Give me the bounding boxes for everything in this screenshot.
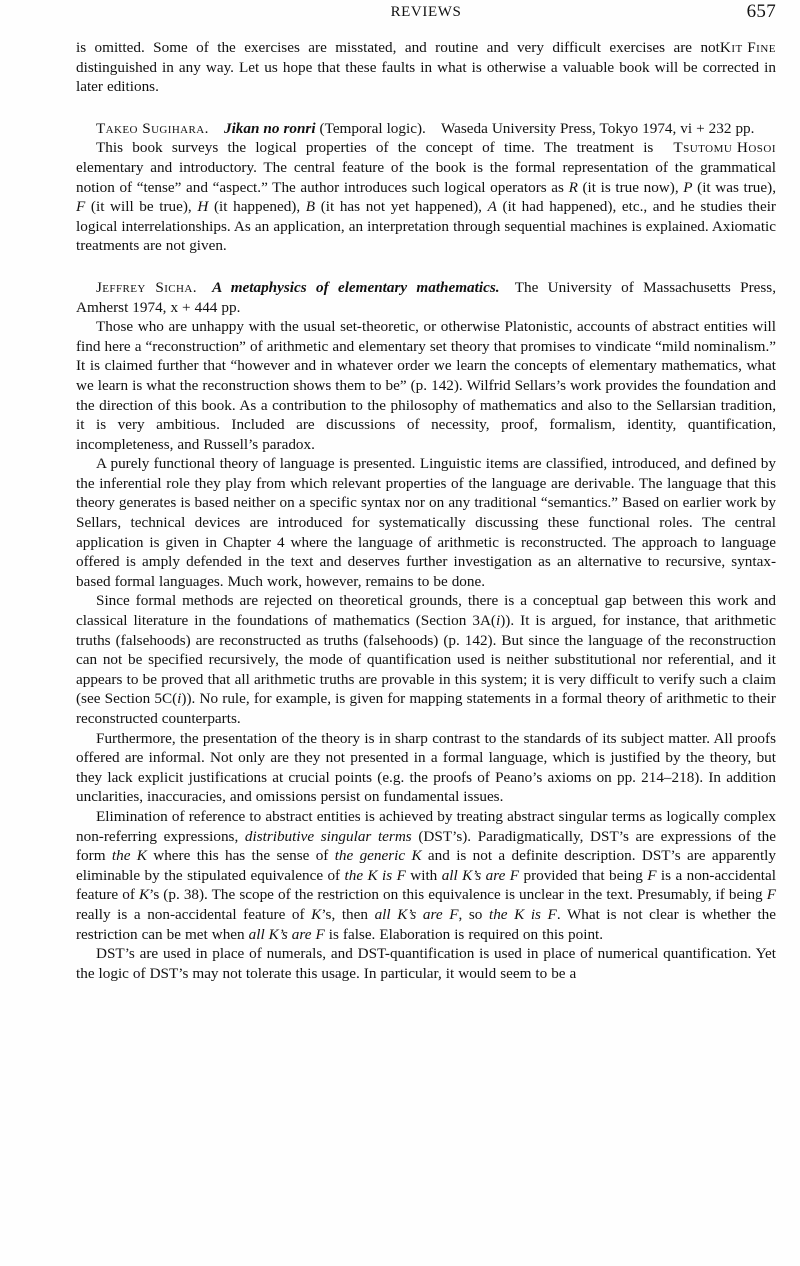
review-body-paragraph: Those who are unhappy with the usual set-theoretic, or otherwise Platonistic, accounts of abstract entities will find here a “reconstruction” of arithmetic and elementary set theory that promises to vindicate “mild nominalism.” It is claimed further that “however and in whatever order we learn the concepts of elementary mathematics, what we learn is what the reconstruction shows them to be” (p. 142). Wilfrid Sellars’s work provides the foundation and the direction of this book. As a contribution to the philosophy of mathematics and also to the Sellarsian tradition, it is very ambitious. Included are discussions of necessity, proof, formalism, identity, quantification, incompleteness, and Russell’s paradox. — [76, 318, 776, 453]
review-body-paragraph: Tsutomu Hosoi This book surveys the logical properties of the concept of time. The treatment is elementary and introductory. The central feature of the book is the formal representation of the grammatical notion of “tense” and “aspect.” The author introduces such logical operators as R (it is true now), P (it was true), F (it will be true), H (it happened), B (it has not yet happened), A (it had happened), etc., and he studies their logical interrelationships. As an application, an interpretation through sequential machines is explained. Axiomatic treatments are not given. — [76, 139, 776, 255]
emphasised-term: all K’s are F — [441, 866, 520, 884]
emphasised-term: F — [76, 198, 86, 216]
review-publication-info: Waseda University Press, Tokyo 1974, vi + 232 pp. — [441, 119, 755, 137]
review-book-title: Jikan no ronri — [223, 119, 316, 137]
emphasised-term: the K — [111, 847, 147, 865]
emphasised-term: F — [766, 886, 777, 904]
emphasised-term: all K’s are F — [374, 905, 459, 923]
page-number: 657 — [746, 1, 776, 22]
emphasised-term: R — [568, 178, 578, 196]
review-publication-info: The University of Massachusetts Press, Amherst 1974, x + 444 pp. — [76, 278, 776, 316]
emphasised-term: K — [311, 905, 322, 923]
review-heading — [76, 278, 776, 317]
review-author: Jeffrey Sicha. — [96, 278, 197, 296]
emphasised-term: the generic K — [334, 847, 422, 865]
running-head — [76, 1, 776, 26]
emphasised-term: the K is F — [344, 866, 406, 884]
review-body-paragraph: A purely functional theory of language is presented. Linguistic items are classified, introduced, and defined by the inferential role they play from which relevant properties of the language are derivable. The language that this theory generates is based neither on a specific syntax nor on any traditional “semantics.” Based on earlier work by Sellars, technical devices are introduced for systematically discussing these functional roles. The central application is given in Chapter 4 where the language of arithmetic is reconstructed. The approach to language offered is amply defended in the text and deserves further investigation as an alternative to recursive, syntax-based formal languages. Much work, however, remains to be done. — [76, 455, 776, 590]
emphasised-term: P — [683, 178, 693, 196]
emphasised-term: distributive singular terms — [244, 827, 412, 845]
emphasised-term: H — [197, 198, 209, 216]
review-body-paragraph: DST’s are used in place of numerals, and DST-quantification is used in place of numerical quantification. Yet the logic of DST’s may not tolerate this usage. In particular, it would seem to be a — [76, 945, 776, 982]
emphasised-term: B — [305, 198, 316, 216]
emphasised-term: A — [487, 198, 497, 216]
entry-spacer — [76, 97, 776, 119]
review-author: Takeo Sugihara. — [96, 119, 209, 137]
review-title-gloss: (Temporal logic). — [319, 119, 426, 137]
emphasised-term: the K is F — [488, 905, 557, 923]
emphasised-term: K — [138, 886, 150, 904]
review-body-paragraph: Since formal methods are rejected on theoretical grounds, there is a conceptual gap between this work and classical literature in the foundations of mathematics (Section 3A(i)). It is argued, for instance, that arithmetic truths (falsehoods) are reconstructed as truths (falsehoods) (p. 142). But since the language of the reconstruction can not be specified recursively, the mode of quantification used is neither substitutional nor referential, and it appears to be proved that all arithmetic truths are provable in this system; it is very difficult to verify such a claim (see Section 5C(i)). No rule, for example, is given for mapping statements in a formal theory of arithmetic to their reconstructed counterparts. — [76, 592, 776, 727]
emphasised-term: F — [647, 866, 657, 884]
text-column — [76, 38, 776, 983]
review-body-paragraph: Kit Fine is omitted. Some of the exercises are misstated, and routine and very difficult exercises are not distinguished in any way. Let us hope that these faults in what is otherwise a valuable book will be corrected in later editions. — [76, 39, 776, 96]
entry-spacer — [76, 256, 776, 278]
emphasised-term: all K’s are F — [248, 925, 325, 943]
reviewer-signature: Kit Fine — [719, 39, 776, 56]
review-body-paragraph: Furthermore, the presentation of the theory is in sharp contrast to the standards of its subject matter. All proofs offered are informal. Not only are they not presented in a formal language, which is justified by the theory, but they lack explicit justifications at crucial points (e.g. the proofs of Peano’s axioms on pp. 214–218). In addition unclarities, inaccuracies, and omissions persist on fundamental issues. — [76, 729, 776, 806]
review-heading — [76, 119, 776, 139]
emphasised-term: i — [495, 612, 501, 630]
review-book-title: A metaphysics of elementary mathematics. — [212, 278, 500, 296]
running-head-title: REVIEWS — [390, 4, 462, 20]
emphasised-term: i — [177, 690, 182, 708]
review-body-paragraph: Elimination of reference to abstract entities is achieved by treating abstract singular terms as logically complex non-referring expressions, distributive singular terms (DST’s). Paradigmatically, DST’s are expressions of the form the K where this has the sense of the generic K and is not a definite description. DST’s are apparently eliminable by the stipulated equivalence of the K is F with all K’s are F provided that being F is a non-accidental feature of K’s (p. 38). The scope of the restriction on this equivalence is unclear in the text. Presumably, if being F really is a non-accidental feature of K’s, then all K’s are F, so the K is F. What is not clear is whether the restriction can be met when all K’s are F is false. Elaboration is required on this point. — [76, 807, 777, 943]
reviewer-signature: Tsutomu Hosoi — [673, 139, 776, 157]
